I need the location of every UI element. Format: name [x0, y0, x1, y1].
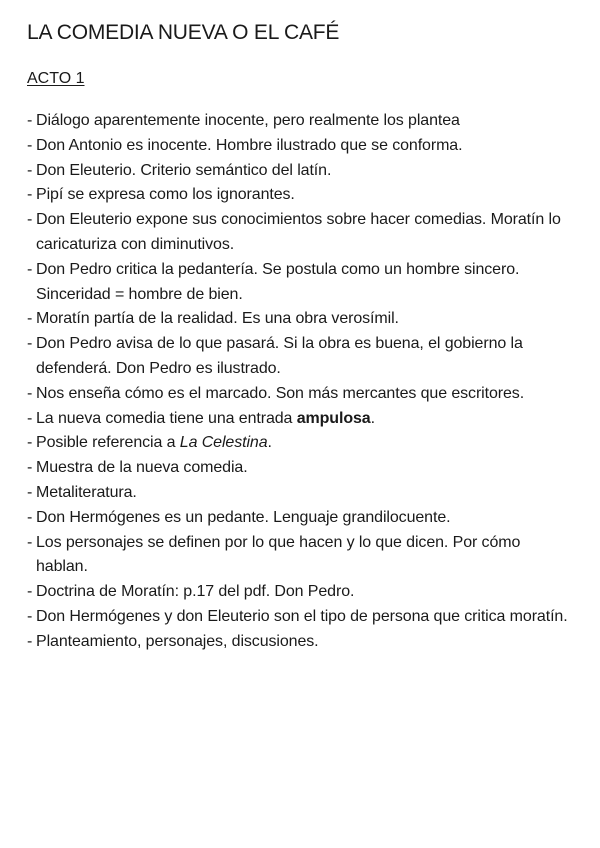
list-item — [27, 332, 572, 382]
list-item — [27, 531, 572, 581]
bullet-dash: - — [27, 533, 33, 551]
bullet-dash: - — [27, 211, 33, 229]
list-item — [27, 183, 572, 208]
note-text: Doctrina de Moratín: p.17 del pdf. Don Pedro. — [36, 583, 355, 601]
note-text: Moratín partía de la realidad. Es una obra verosímil. — [36, 310, 399, 328]
list-item — [27, 134, 572, 159]
bullet-dash: - — [27, 607, 33, 625]
bullet-dash: - — [27, 161, 33, 179]
bullet-dash: - — [27, 260, 33, 278]
list-item — [27, 307, 572, 332]
note-text: Don Pedro critica la pedantería. Se postula como un hombre sincero. Sinceridad = hombre de bien. — [36, 260, 520, 303]
bullet-dash: - — [27, 483, 33, 501]
note-text: Diálogo aparentemente inocente, pero realmente los plantea — [36, 112, 460, 129]
note-text-before: La nueva comedia tiene una entrada — [36, 409, 297, 427]
list-item — [27, 456, 572, 481]
note-text: Pipí se expresa como los ignorantes. — [36, 186, 295, 204]
bullet-dash: - — [27, 409, 33, 427]
list-item — [27, 630, 572, 655]
bullet-dash: - — [27, 583, 33, 601]
note-text-before: Posible referencia a — [36, 434, 180, 452]
document-page — [27, 20, 572, 655]
note-text: Planteamiento, personajes, discusiones. — [36, 632, 319, 650]
note-text — [36, 434, 272, 451]
document-title: LA COMEDIA NUEVA O EL CAFÉ — [27, 21, 340, 44]
bullet-dash: - — [27, 136, 33, 154]
note-text: Metaliteratura. — [36, 483, 137, 501]
note-text — [36, 410, 375, 427]
bullet-dash: - — [27, 186, 33, 204]
note-text: Los personajes se definen por lo que hacen y lo que dicen. Por cómo hablan. — [36, 533, 521, 576]
list-item — [27, 407, 572, 432]
list-item — [27, 506, 572, 531]
note-text-after: . — [267, 434, 272, 452]
list-item — [27, 258, 572, 308]
bullet-dash: - — [27, 335, 33, 353]
bullet-dash: - — [27, 112, 33, 129]
note-text: Don Antonio es inocente. Hombre ilustrado que se conforma. — [36, 136, 463, 154]
notes-list — [27, 109, 572, 655]
list-item — [27, 109, 572, 134]
list-item — [27, 208, 572, 258]
note-text: Muestra de la nueva comedia. — [36, 459, 248, 477]
emphasized-word: ampulosa — [296, 409, 371, 427]
note-text: Don Eleuterio expone sus conocimientos sobre hacer comedias. Moratín lo caricaturiza con diminutivos. — [36, 211, 561, 253]
list-item — [27, 159, 572, 184]
work-title-italic: La Celestina — [179, 434, 268, 452]
list-item — [27, 382, 572, 407]
list-item — [27, 481, 572, 506]
list-item — [27, 605, 572, 630]
bullet-dash: - — [27, 459, 33, 477]
note-text: Nos enseña cómo es el marcado. Son más mercantes que escritores. — [36, 384, 525, 402]
list-item — [27, 431, 572, 456]
note-text: Don Hermógenes y don Eleuterio son el tipo de persona que critica moratín. — [36, 607, 568, 625]
bullet-dash: - — [27, 310, 33, 328]
list-item — [27, 580, 572, 605]
bullet-dash: - — [27, 632, 33, 650]
bullet-dash: - — [27, 508, 33, 526]
bullet-dash: - — [27, 434, 33, 452]
note-text-after: . — [370, 409, 375, 427]
section-heading: ACTO 1 — [27, 70, 85, 87]
note-text: Don Pedro avisa de lo que pasará. Si la obra es buena, el gobierno la defenderá. Don Pedro es ilustrado. — [36, 335, 523, 377]
bullet-dash: - — [27, 384, 33, 402]
note-text: Don Hermógenes es un pedante. Lenguaje grandilocuente. — [36, 508, 451, 526]
note-text: Don Eleuterio. Criterio semántico del latín. — [36, 161, 332, 179]
